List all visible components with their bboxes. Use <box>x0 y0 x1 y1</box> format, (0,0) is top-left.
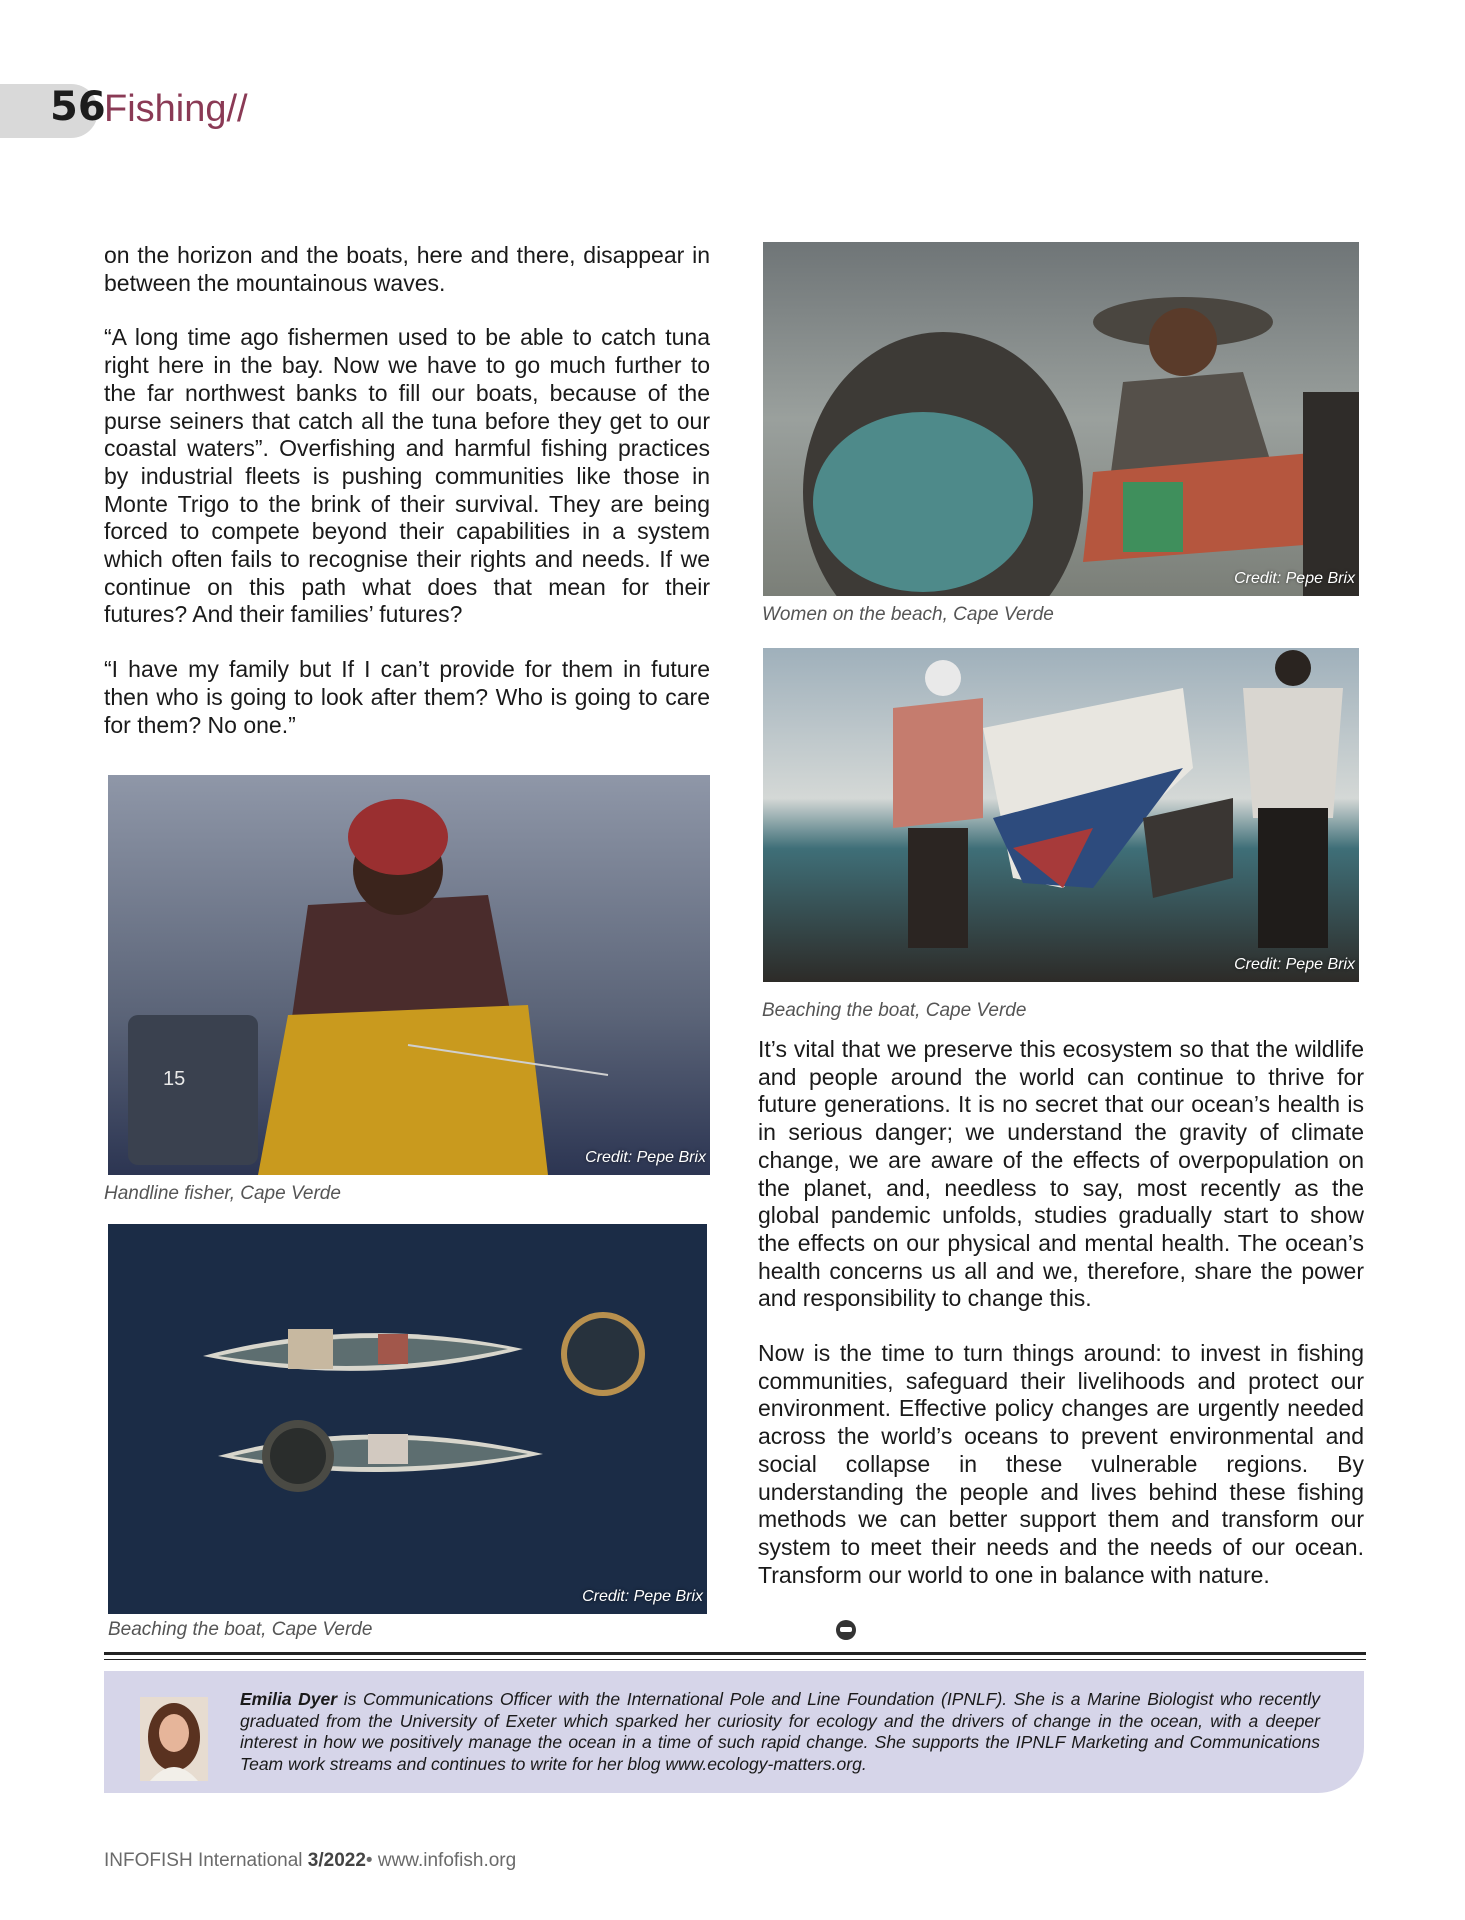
left-column-text <box>104 242 710 739</box>
photo-caption: Beaching the boat, Cape Verde <box>762 1000 1027 1021</box>
author-bio-box <box>104 1671 1364 1793</box>
photo-credit: Credit: Pepe Brix <box>1234 570 1355 587</box>
paragraph: It’s vital that we preserve this ecosystem so that the wildlife and people around the world can continue to thrive for future generations. It is no secret that our ocean’s health is in serious danger; we understand the gravity of climate change, we are aware of the effects of overpopulation on the planet, and, needless to say, most recently as the global pandemic unfolds, studies gradually start to show the effects on our physical and mental health. The ocean’s health concerns us all and we, therefore, share the power and responsibility to change this. <box>758 1036 1364 1312</box>
footer-separator: • <box>365 1850 378 1871</box>
photo-credit: Credit: Pepe Brix <box>582 1588 703 1605</box>
author-bio-body: is Communications Officer with the International Pole and Line Foundation (IPNLF). She is a Marine Biologist who recently graduated from the University of Exeter which sparked her curiosity for ecology and the drivers of change in the ocean, with a deeper interest in how we positively manage the ocean in a time of such rapid change. She supports the IPNLF Marketing and Communications Team work streams and continues to write for her blog www.ecology-matters.org. <box>240 1689 1320 1774</box>
author-avatar <box>140 1697 208 1781</box>
page-footer <box>104 1850 516 1872</box>
photo-caption: Women on the beach, Cape Verde <box>762 604 1054 625</box>
author-bio-text <box>240 1689 1320 1775</box>
publication-name: INFOFISH International <box>104 1850 308 1871</box>
divider <box>104 1652 1366 1655</box>
paragraph: “I have my family but If I can’t provide for them in future then who is going to look after them? Who is going to care for them? No one.” <box>104 656 710 738</box>
photo-caption: Beaching the boat, Cape Verde <box>108 1619 373 1640</box>
photo-beaching-boat <box>763 648 1359 982</box>
issue-number: 3/2022 <box>307 1850 366 1871</box>
section-title: Fishing// <box>104 88 248 130</box>
author-name: Emilia Dyer <box>240 1689 338 1709</box>
divider <box>104 1659 1366 1660</box>
photo-handline-fisher <box>108 775 710 1175</box>
photo-aerial-boats <box>108 1224 707 1614</box>
paragraph: Now is the time to turn things around: to invest in fishing communities, safeguard their livelihoods and protect our environment. Effective policy changes are urgently needed across the world’s oceans to prevent environmental and social collapse in these vulnerable regions. By understanding the people and lives behind these fishing methods we can better support them and transform our system to meet their needs and the needs of our ocean. Transform our world to one in balance with nature. <box>758 1340 1364 1588</box>
page-number: 56 <box>50 84 106 130</box>
footer-website-link[interactable]: www.infofish.org <box>377 1850 517 1871</box>
photo-credit: Credit: Pepe Brix <box>585 1149 706 1166</box>
right-column-text <box>758 1036 1364 1589</box>
photo-credit: Credit: Pepe Brix <box>1234 956 1355 973</box>
motor-label: 15 <box>163 1068 186 1090</box>
paragraph: “A long time ago fishermen used to be able to catch tuna right here in the bay. Now we have to go much further to the far northwest banks to fill our boats, because of the purse seiners that catch all the tuna before they get to our coastal waters”. Overfishing and harmful fishing practices by industrial fleets is pushing communities like those in Monte Trigo to the brink of their survival. They are being forced to compete beyond their capabilities in a system which often fails to recognise their rights and needs. If we continue on this path what does that mean for their futures? And their families’ futures? <box>104 324 710 628</box>
photo-caption: Handline fisher, Cape Verde <box>104 1183 341 1204</box>
end-of-article-icon <box>836 1620 856 1640</box>
photo-women-on-beach <box>763 242 1359 596</box>
paragraph: on the horizon and the boats, here and there, disappear in between the mountainous waves. <box>104 242 710 296</box>
